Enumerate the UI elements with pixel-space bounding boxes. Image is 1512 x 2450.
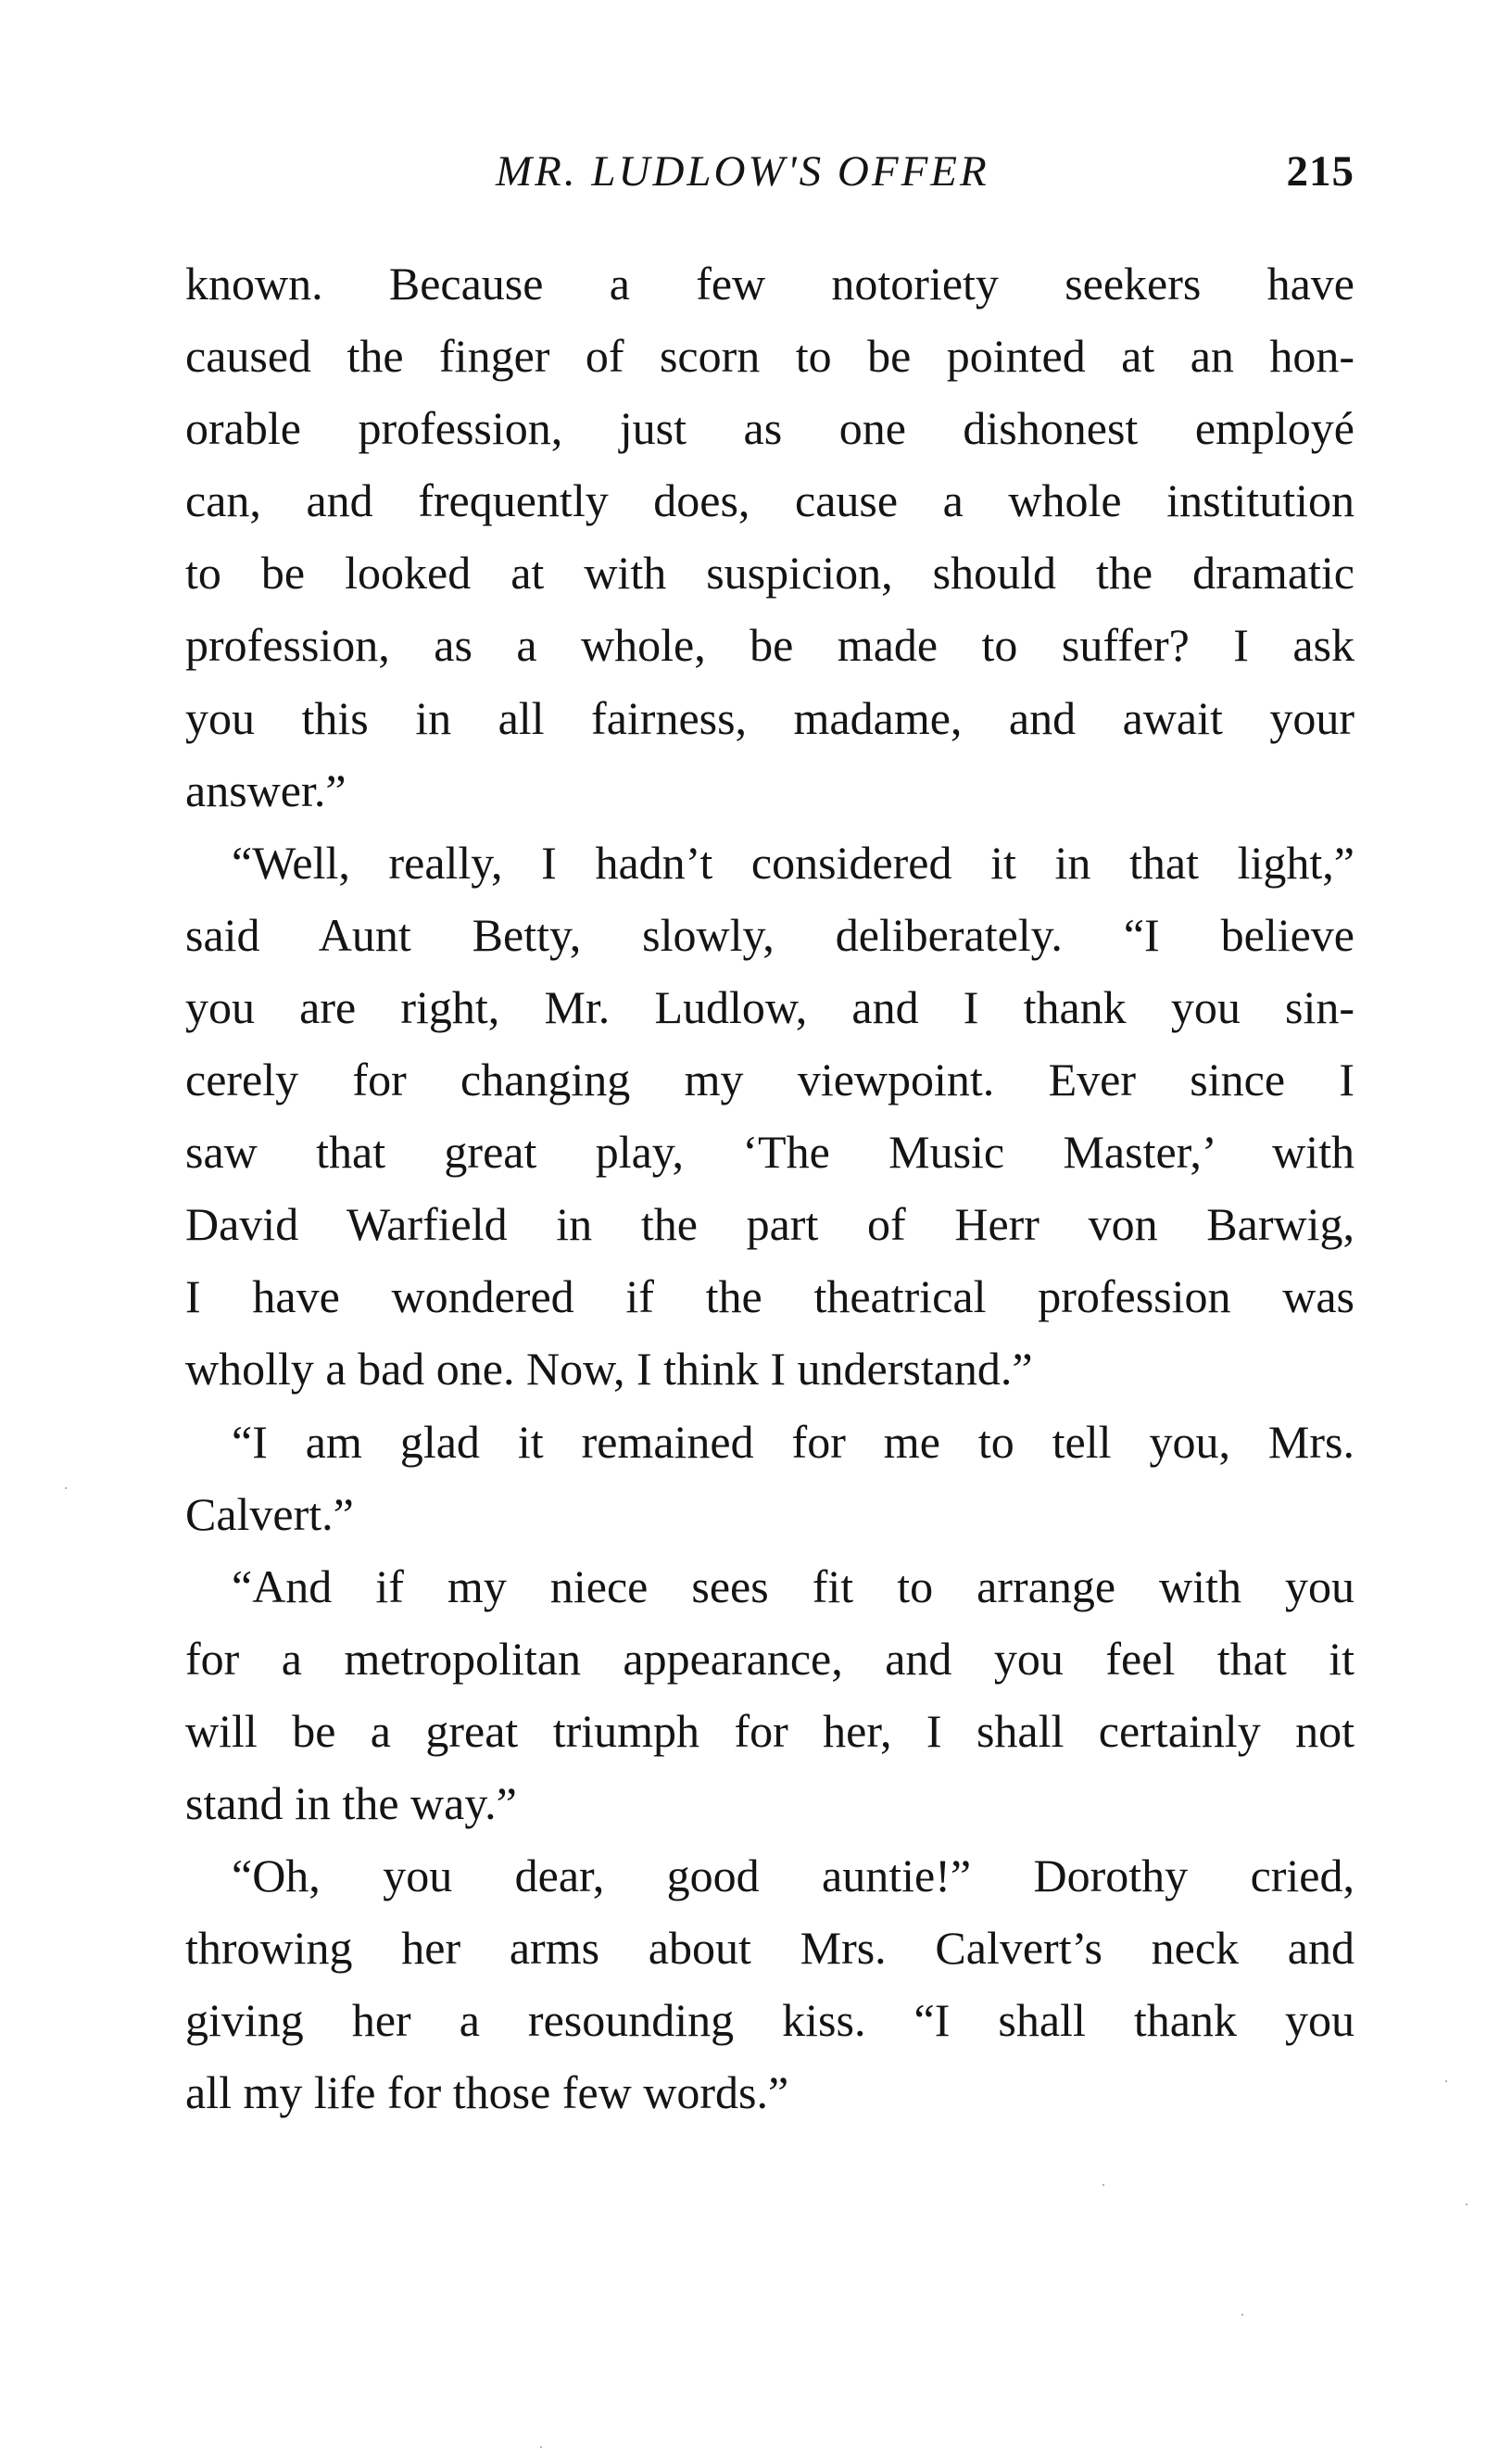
paper-speck [1466, 2204, 1468, 2205]
text-line: Calvert.” [185, 1487, 354, 1540]
text-line: orable profession, just as one dishonest employé [185, 402, 1354, 455]
text-line: I have wondered if the theatrical profession was [185, 1270, 1354, 1323]
body-text [185, 247, 1354, 2128]
text-line: can, and frequently does, cause a whole institution [185, 474, 1354, 527]
page-number: 215 [1286, 147, 1354, 196]
text-line: cerely for changing my viewpoint. Ever since I [185, 1054, 1354, 1106]
text-line: “And if my niece sees fit to arrange with you [232, 1560, 1354, 1612]
text-line: you this in all fairness, madame, and await your [185, 691, 1354, 744]
text-line: saw that great play, ‘The Music Master,’ with [185, 1126, 1354, 1179]
paper-speck [540, 2446, 542, 2448]
text-line: for a metropolitan appearance, and you feel that it [185, 1632, 1354, 1685]
text-line: wholly a bad one. Now, I think I understand.” [185, 1343, 1033, 1395]
page-header [185, 139, 1354, 204]
running-title: MR. LUDLOW'S OFFER [496, 147, 989, 196]
text-line: “Well, really, I hadn’t considered it in that light,” [232, 836, 1354, 889]
text-line: “I am glad it remained for me to tell you, Mrs. [232, 1415, 1354, 1468]
text-line: you are right, Mr. Ludlow, and I thank you sin- [185, 980, 1354, 1033]
paper-speck [1102, 2184, 1104, 2186]
text-line: David Warfield in the part of Herr von Barwig, [185, 1198, 1354, 1251]
text-line: answer.” [185, 764, 346, 816]
text-line: will be a great triumph for her, I shall certainly not [185, 1704, 1354, 1757]
text-line: known. Because a few notoriety seekers have [185, 258, 1354, 309]
text-line: stand in the way.” [185, 1776, 517, 1829]
text-line: to be looked at with suspicion, should the dramatic [185, 547, 1354, 600]
text-line: all my life for those few words.” [185, 2066, 789, 2119]
text-line: profession, as a whole, be made to suffer? I ask [185, 619, 1354, 672]
paper-speck [1445, 2080, 1447, 2082]
paper-speck [1241, 2314, 1243, 2316]
text-line: “Oh, you dear, good auntie!” Dorothy cried, [232, 1850, 1354, 1902]
text-line: said Aunt Betty, slowly, deliberately. “I believe [185, 908, 1354, 961]
text-line: giving her a resounding kiss. “I shall thank you [185, 1994, 1354, 2047]
text-line: caused the finger of scorn to be pointed at an hon- [185, 330, 1354, 383]
paper-speck [65, 1487, 67, 1489]
text-line: throwing her arms about Mrs. Calvert’s neck and [185, 1922, 1354, 1975]
